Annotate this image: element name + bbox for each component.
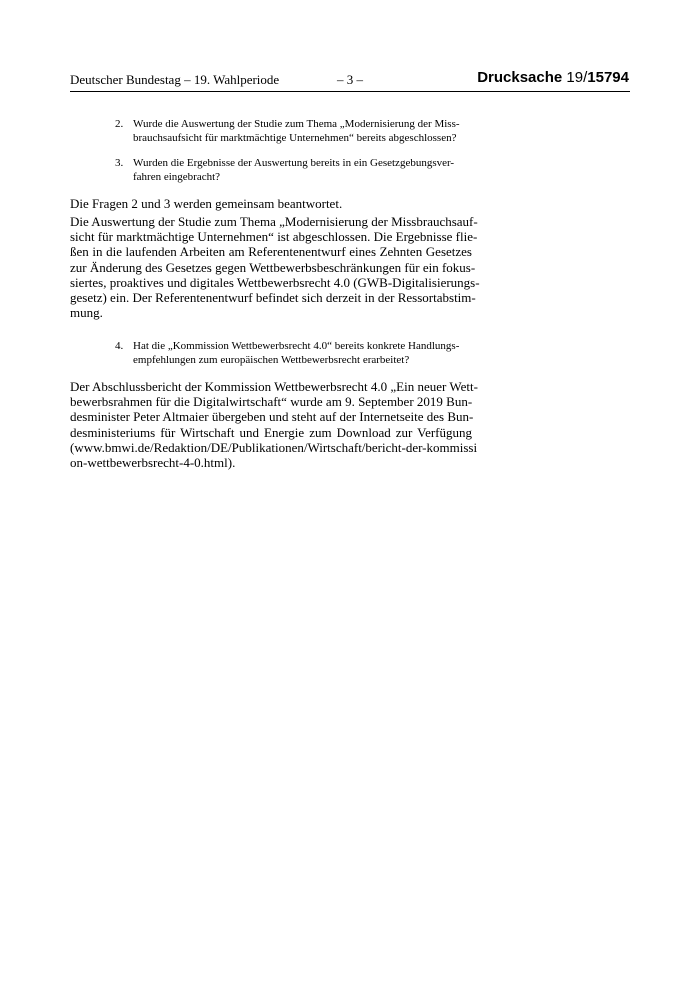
answer-line: Der Abschlussbericht der Kommission Wettbewerbsrecht 4.0 „Ein neuer Wett-: [70, 379, 478, 394]
answer-questions-2-3: [70, 214, 480, 321]
question-text-line: fahren eingebracht?: [133, 170, 221, 183]
question-4: [115, 340, 475, 367]
page-number: – 3 –: [337, 72, 363, 87]
header-publication: Deutscher Bundestag – 19. Wahlperiode: [70, 72, 280, 87]
question-2: [115, 118, 475, 145]
document-number: [477, 69, 629, 86]
answer-line: bewerbsrahmen für die Digitalwirtschaft“ wurde am 9. September 2019 Bun-: [70, 394, 473, 410]
question-text-line: empfehlungen zum europäischen Wettbewerbsrecht erarbeitet?: [133, 353, 410, 366]
answer-question-4: [70, 379, 478, 471]
question-text-line: Wurde die Auswertung der Studie zum Thema „Modernisierung der Miss-: [133, 118, 460, 130]
answer-line: zur Änderung des Gesetzes gegen Wettbewerbsbeschränkungen für ein fokus-: [70, 259, 476, 275]
answer-line: sicht für marktmächtige Unternehmen“ ist abgeschlossen. Die Ergebnisse flie-: [70, 229, 478, 245]
question-text-line: Hat die „Kommission Wettbewerbsrecht 4.0“ bereits konkrete Handlungs-: [133, 340, 460, 352]
answer-line: desminister Peter Altmaier übergeben und steht auf der Internetseite des Bun-: [70, 409, 474, 425]
answer-line: (www.bmwi.de/Redaktion/DE/Publikationen/Wirtschaft/bericht-der-kommissi: [70, 439, 478, 455]
question-number: 4.: [115, 340, 124, 352]
answer-line: mung.: [70, 305, 103, 321]
page-header: [70, 69, 630, 92]
answer-line: on-wettbewerbsrecht-4-0.html).: [70, 455, 236, 471]
answer-line: gesetz) ein. Der Referentenentwurf befindet sich derzeit in der Ressortabstim-: [70, 290, 476, 306]
question-number: 3.: [115, 157, 124, 169]
answer-line: desministeriums für Wirtschaft und Energie zum Download zur Verfügung: [70, 424, 472, 440]
document-number-value: 15794: [587, 69, 629, 86]
question-number: 2.: [115, 118, 124, 130]
question-text-line: Wurden die Ergebnisse der Auswertung bereits in ein Gesetzgebungsver-: [133, 157, 455, 169]
question-text-line: brauchsaufsicht für marktmächtige Unternehmen“ bereits abgeschlossen?: [133, 131, 457, 144]
joint-answer-note: [70, 196, 472, 211]
document-number-prefix: 19/: [566, 69, 588, 86]
document-number-label: Drucksache: [477, 69, 563, 86]
answer-line: siertes, proaktives und digitales Wettbewerbsrecht 4.0 (GWB-Digitalisierungs-: [70, 274, 480, 290]
answer-line: Die Fragen 2 und 3 werden gemeinsam beantwortet.: [70, 196, 343, 211]
answer-line: Die Auswertung der Studie zum Thema „Modernisierung der Missbrauchsauf-: [70, 214, 478, 229]
answer-line: ßen in die laufenden Arbeiten am Referentenentwurf eines Zehnten Gesetzes: [70, 244, 472, 260]
question-3: [115, 157, 475, 184]
